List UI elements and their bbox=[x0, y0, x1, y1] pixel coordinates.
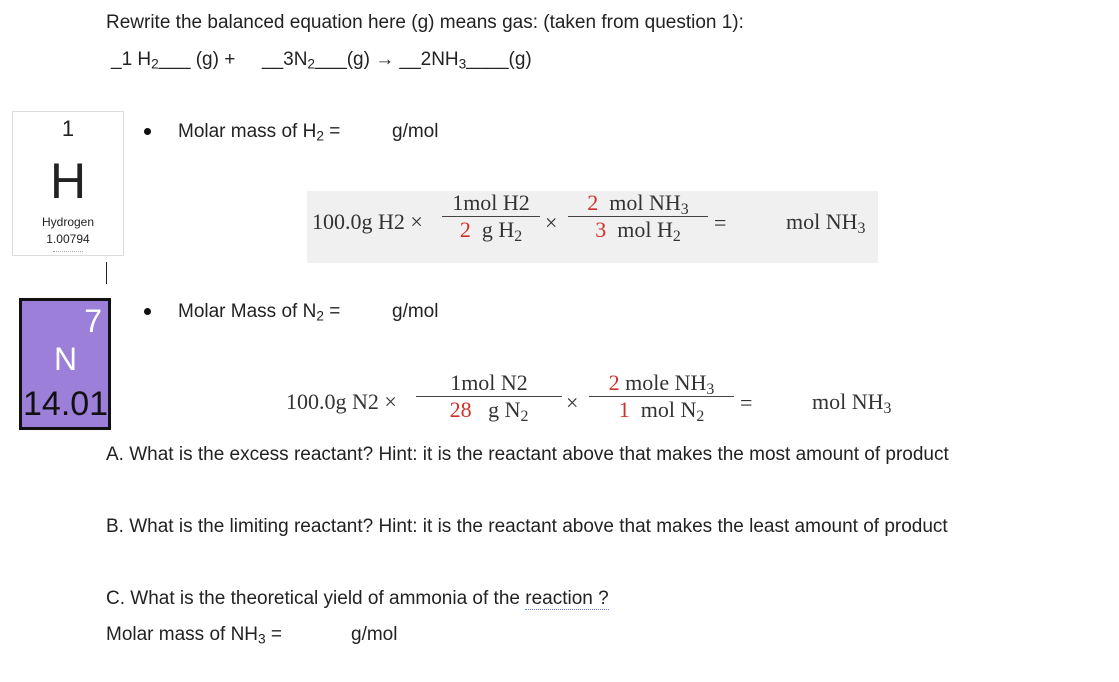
question-c-prefix: C. What is the theoretical yield of ammonia of the bbox=[106, 588, 526, 609]
equation-reactant-h2: _1 $H_2\_\_\_$ (g) + bbox=[111, 49, 236, 72]
nitrogen-mass: 14.01 bbox=[23, 385, 109, 423]
h2-factor-1-numerator: 1mol H2 bbox=[452, 190, 530, 215]
hydrogen-name: Hydrogen bbox=[41, 215, 95, 229]
nh3-molar-mass-unit: g/mol bbox=[351, 624, 398, 645]
n2-factor-2-numerator bbox=[589, 370, 734, 396]
n2-factor-1-numerator: 1mol N2 bbox=[450, 370, 528, 395]
n2-factor-1-den-unit: g $N_2$ bbox=[488, 397, 529, 425]
equation-rest: $\_\_3N_2\_\_\_(g)$ → $\_\_2NH_3\_\_\_\_(g)$ bbox=[262, 49, 532, 72]
n2-factor-2-num-unit: mole $NH_3$ bbox=[625, 370, 715, 398]
question-c bbox=[106, 588, 609, 610]
h2-factor-2-den-coef: 3 bbox=[595, 217, 607, 242]
h2-factor-2-num-coef: 2 bbox=[587, 190, 599, 215]
n2-molar-mass-unit: g/mol bbox=[392, 301, 439, 322]
h2-result-unit: mol $NH_3$ bbox=[786, 209, 866, 237]
hydrogen-mass: 1.00794 bbox=[46, 232, 90, 246]
n2-factor-1-den-coef: 28 bbox=[449, 397, 472, 422]
n2-factor-2-num-coef: 2 bbox=[608, 370, 620, 395]
bullet-n2 bbox=[144, 308, 151, 315]
n2-factor-1-denominator bbox=[416, 396, 562, 423]
n2-times: × bbox=[566, 390, 579, 415]
question-c-link: reaction ? bbox=[525, 588, 609, 609]
h2-factor-2-den-unit: mol $H_2$ bbox=[617, 217, 681, 245]
h2-factor-2-denominator bbox=[568, 216, 708, 243]
n2-factor-2 bbox=[589, 370, 734, 423]
hydrogen-element-tile bbox=[12, 111, 124, 256]
h2-factor-2-numerator bbox=[568, 190, 708, 216]
h2-equals: = bbox=[714, 210, 727, 235]
n2-factor-2-den-unit: mol $N_2$ bbox=[640, 397, 705, 425]
h2-calc-start: 100.0g H2 × bbox=[312, 209, 423, 234]
n2-factor-2-den-coef: 1 bbox=[618, 397, 630, 422]
h2-factor-2 bbox=[568, 190, 708, 243]
n2-molar-mass-label: Molar Mass of $N_2$ = bbox=[178, 301, 341, 324]
question-b: B. What is the limiting reactant? Hint: it is the reactant above that makes the least amount of product bbox=[106, 516, 948, 537]
h2-molar-mass-unit: g/mol bbox=[392, 121, 439, 142]
hydrogen-atomic-number: 1 bbox=[61, 116, 75, 141]
hydrogen-symbol: H bbox=[49, 153, 87, 209]
bullet-h2 bbox=[144, 128, 151, 135]
n2-factor-1 bbox=[416, 370, 562, 423]
n2-result-unit: mol $NH_3$ bbox=[812, 389, 892, 417]
n2-equals: = bbox=[740, 390, 753, 415]
tile-divider bbox=[53, 251, 83, 252]
n2-factor-2-denominator bbox=[589, 396, 734, 423]
h2-factor-1-den-unit: g $H_2$ bbox=[481, 217, 523, 245]
h2-times: × bbox=[545, 210, 558, 235]
h2-factor-1 bbox=[442, 190, 540, 243]
nitrogen-element-tile bbox=[19, 298, 111, 430]
h2-factor-1-denominator bbox=[442, 216, 540, 243]
h2-factor-1-den-coef: 2 bbox=[459, 217, 471, 242]
nitrogen-atomic-number: 7 bbox=[84, 303, 102, 339]
n2-calc-start: 100.0g N2 × bbox=[286, 389, 397, 414]
h2-molar-mass-label: Molar mass of $H_2$ = bbox=[178, 121, 341, 144]
h2-factor-2-num-unit: mol $NH_3$ bbox=[609, 190, 689, 218]
text-cursor bbox=[106, 262, 107, 284]
nh3-molar-mass-label: Molar mass of $NH_3$ = bbox=[106, 624, 283, 647]
nitrogen-symbol: N bbox=[54, 341, 78, 377]
question-a: A. What is the excess reactant? Hint: it is the reactant above that makes the most amount of product bbox=[106, 444, 949, 465]
instruction-text: Rewrite the balanced equation here (g) means gas: (taken from question 1): bbox=[106, 12, 744, 33]
